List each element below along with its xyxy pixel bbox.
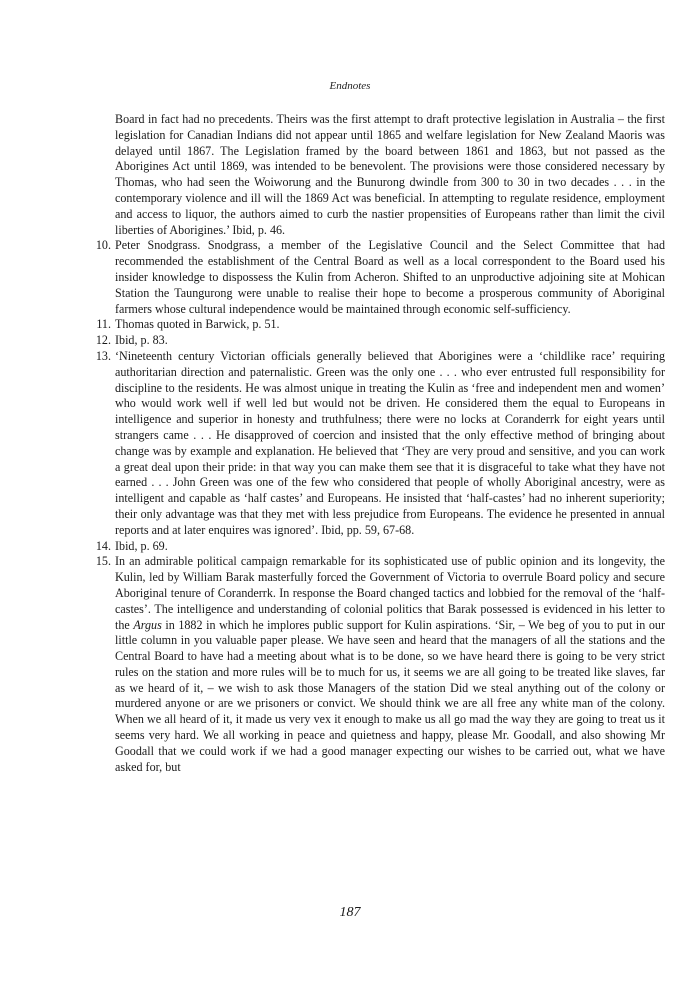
page-number: 187 — [339, 905, 361, 920]
endnote-number: 10. — [95, 238, 111, 253]
endnote-11 — [96, 317, 665, 333]
endnote-10 — [95, 238, 665, 317]
endnote-text: Peter Snodgrass. Snodgrass, a member of the Legislative Council and the Select Committee that had recommended the establishment of the Central Board as well as a local correspondent to the Board used his insider knowledge to dispossess the Kulin from Acheron. Shifted to an unproductive adjoining site at Mohican Station the Taungurong were unable to realise their hope to become a prosperous community of Aboriginal farmers whose cultural independence would be maintained through economic self-sufficiency. — [115, 238, 665, 316]
endnote-text — [115, 554, 665, 773]
endnote-text-part: in 1882 in which he implores public support for Kulin aspirations. ‘Sir, – We beg of you to put in our little column in you valuable paper please. We have seen and heard that the managers of all the stations and the Central Board to have had a meeting about what is to be done, so we have heard there is going to be very strict rules on the station and more rules will be to much for us, it seems we are all going to be treated like slaves, far as we heard of it, – we wish to ask those Managers of the station Did we steal anything out of the colony or murdered anyone or are we prisoners or convict. We should think we are all free any white man of the colony. When we all heard of it, it made us very vex it enough to make us all go mad the way they are going to treat us it seems very hard. We all working in peace and quietness and happy, please Mr. Goodall, and also showing Mr Goodall that we could work if we had a good manager expecting our wishes to be carried out, what we have asked for, but — [115, 617, 665, 774]
endnote-number: 15. — [95, 554, 111, 569]
endnote-text: Thomas quoted in Barwick, p. 51. — [115, 317, 280, 332]
endnote-text: Ibid, p. 69. — [115, 538, 168, 553]
newspaper-title: Argus — [133, 617, 162, 632]
running-head: Endnotes — [329, 80, 371, 92]
endnote-text: ‘Nineteenth century Victorian officials generally believed that Aborigines were a ‘childlike race’ requiring authoritarian direction and paternalistic. Green was the only one . . . who ever entrusted full responsibility for discipline to the residents. He was almost unique in treating the Kulin as ‘free and independent men and women’ who would work well if well led but would not be driven. He considered them the equal to Europeans in intelligence and superior in honesty and truthfulness; there were no locks at Coranderrk for eight years until strangers came . . . He disapproved of coercion and insisted that the only effective method of bringing about change was by example and explanation. He believed that ‘They are very proud and sensitive, and you can work a great deal upon their pride: in that way you can make them see that it is disgraceful to take what they have not earned . . . John Green was one of the few who considered that people of wholly Aboriginal ancestry, were as intelligent and capable as ‘half castes’ and Europeans. He insisted that ‘half-castes’ had no inherent superiority; their only advantage was that they met with less prejudice from Europeans. The evidence he presented in annual reports and at later enquires was ignored’. Ibid, pp. 59, 67-68. — [115, 348, 665, 537]
endnotes-body — [95, 112, 665, 775]
endnote-number: 12. — [95, 333, 111, 348]
endnote-12 — [95, 333, 665, 349]
endnote-15 — [95, 554, 665, 775]
endnote-text: Ibid, p. 83. — [115, 333, 168, 348]
endnote-13 — [95, 348, 665, 539]
endnote-text-part: In an admirable political campaign remarkable for its sophisticated use of public opinion and its longevity, the Kulin, led by William Barak masterfully forced the Government of Victoria to overrule Board policy and secure Aboriginal tenure of Coranderrk. In response the Board changed tactics and lobbied for the removal of the ‘half-castes’. The intelligence and understanding of colonial politics that Barak possessed is evidenced in his letter to the — [115, 554, 665, 632]
endnote-number: 13. — [95, 348, 111, 363]
endnote-number: 11. — [96, 317, 111, 332]
endnote-number: 14. — [95, 538, 111, 553]
endnote-14 — [95, 538, 665, 555]
continued-note-text: Board in fact had no precedents. Theirs was the first attempt to draft protective legislation in Australia – the first legislation for Canadian Indians did not appear until 1865 and welfare legislation for New Zealand Maoris was delayed until 1867. The Legislation framed by the board between 1861 and 1863, but not passed as the Aborigines Act until 1869, was intended to be benevolent. The provisions were those considered necessary by Thomas, who had seen the Woiworung and the Bunurong dwindle from 300 to 30 in two decades . . . in the contemporary violence and ill will the 1869 Act was beneficial. In attempting to regulate residence, employment and access to liquor, the authors aimed to curb the nastier propensities of Europeans rather than limit the civil liberties of Aborigines.’ Ibid, p. 46. — [115, 112, 665, 237]
